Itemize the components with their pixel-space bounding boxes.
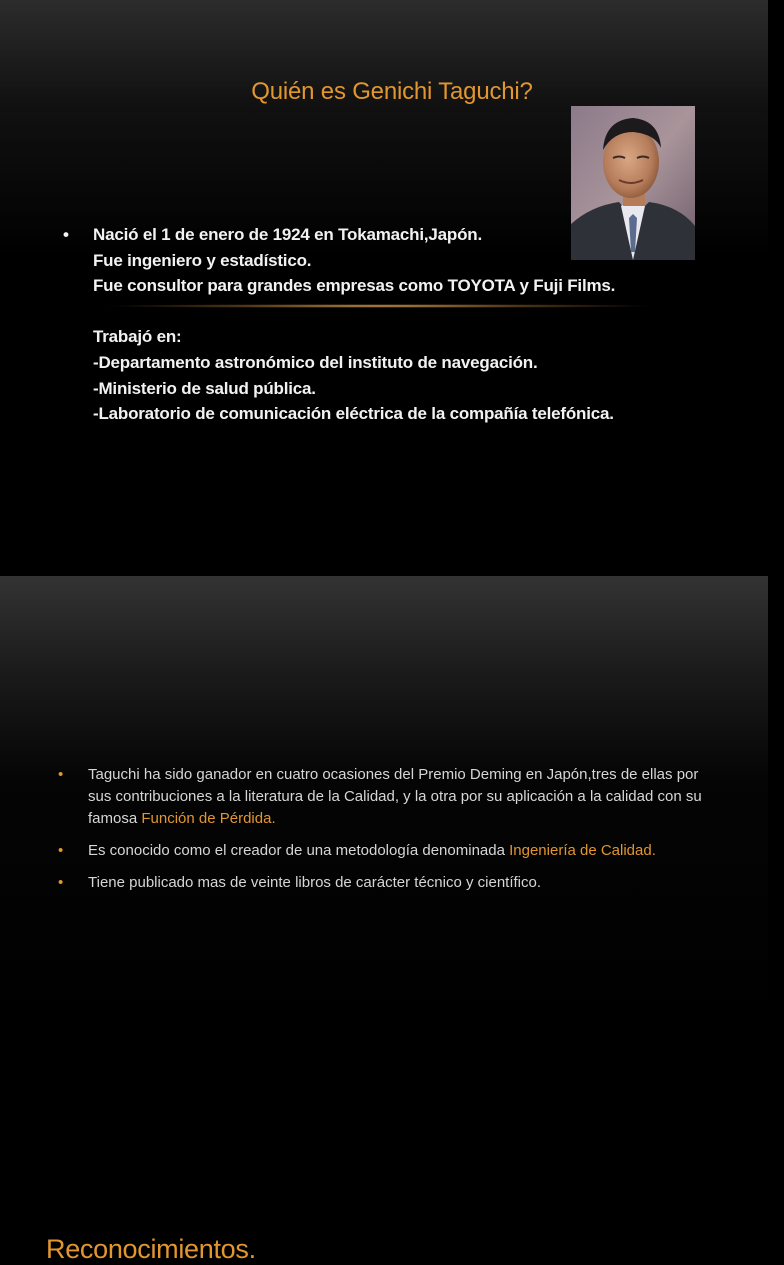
slide-2-title xyxy=(46,1234,256,1265)
list-item xyxy=(58,764,718,830)
body-line: -Laboratorio de comunicación eléctrica de la compañía telefónica. xyxy=(93,404,614,424)
bullet-icon: • xyxy=(63,225,69,244)
body-line: -Ministerio de salud pública. xyxy=(93,378,316,398)
list-item xyxy=(58,872,718,894)
list-item-text: Tiene publicado mas de veinte libros de carácter técnico y científico. xyxy=(88,874,542,891)
body-line: Fue consultor para grandes empresas como TOYOTA y Fuji Films. xyxy=(93,276,616,296)
bullet-icon: • xyxy=(58,766,64,783)
slide-1-body xyxy=(63,222,703,427)
slide-1 xyxy=(0,0,768,576)
body-line: -Departamento astronómico del instituto de navegación. xyxy=(93,352,538,372)
list-item xyxy=(58,840,718,862)
recognitions-list xyxy=(58,764,718,904)
slide-2-title-period: . xyxy=(248,1234,256,1264)
list-item-highlight: Ingeniería de Calidad. xyxy=(509,842,656,859)
body-line xyxy=(93,299,703,325)
list-item-text: Es conocido como el creador de una metodología denominada xyxy=(88,842,510,859)
list-item-text: Taguchi ha sido ganador en cuatro ocasiones del Premio Deming en Japón,tres de ellas por sus contribuciones a la literatura de la Calidad, y la otra por su aplicación a la calidad con su famosa xyxy=(88,766,702,827)
bullet-icon: • xyxy=(58,874,64,891)
slide-2-title-text: Reconocimientos xyxy=(46,1234,249,1264)
body-line: Nació el 1 de enero de 1924 en Tokamachi,Japón. xyxy=(93,225,482,244)
body-line: Trabajó en: xyxy=(93,327,182,347)
slide-1-title: Quién es Genichi Taguchi? xyxy=(251,78,533,105)
list-item-highlight: Función de Pérdida. xyxy=(141,810,276,827)
bullet-icon: • xyxy=(58,842,64,859)
body-line: Fue ingeniero y estadístico. xyxy=(93,250,312,270)
